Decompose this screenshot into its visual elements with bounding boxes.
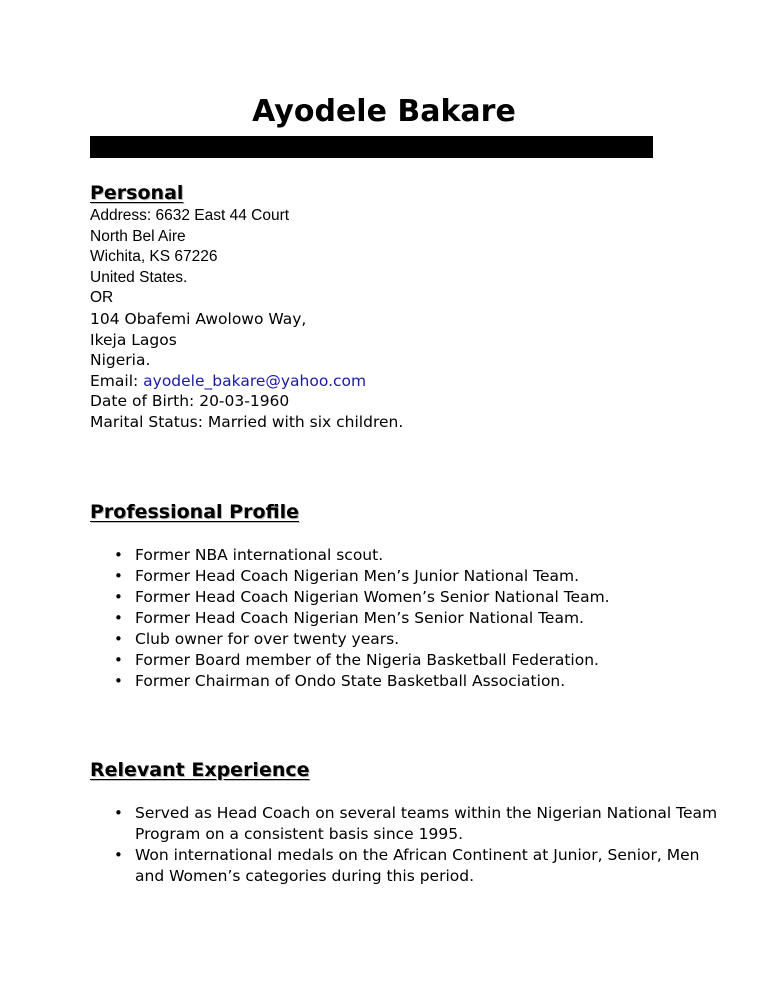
personal-details <box>90 206 690 433</box>
address-line: Nigeria. <box>90 351 151 370</box>
professional-profile-list <box>90 545 725 692</box>
list-item: • Served as Head Coach on several teams within the Nigerian National Team Program on a consistent basis since 1995. <box>114 804 718 843</box>
address-or: OR <box>90 289 114 307</box>
list-item: • Former Board member of the Nigeria Basketball Federation. <box>114 651 599 669</box>
professional-profile-heading: Professional Profile <box>90 501 299 523</box>
address-line: Ikeja Lagos <box>90 330 177 349</box>
bullet-icon: • <box>114 546 123 564</box>
list-item: • Former Head Coach Nigerian Men’s Junior National Team. <box>114 567 579 585</box>
address-line: Address: 6632 East 44 Court <box>90 207 290 224</box>
list-item: • Club owner for over twenty years. <box>114 630 400 648</box>
address-line: 104 Obafemi Awolowo Way, <box>90 309 307 328</box>
bullet-icon: • <box>114 630 123 648</box>
relevant-experience-heading: Relevant Experience <box>90 759 310 781</box>
list-item: • Former Chairman of Ondo State Basketball Association. <box>114 672 566 690</box>
bullet-icon: • <box>114 804 123 822</box>
relevant-experience-list <box>90 803 725 887</box>
list-item: • Former Head Coach Nigerian Men’s Senior National Team. <box>114 609 584 627</box>
bullet-icon: • <box>114 672 123 690</box>
email-label: Email: <box>90 371 144 390</box>
list-item: • Former NBA international scout. <box>114 546 384 564</box>
bullet-icon: • <box>114 567 123 585</box>
bullet-icon: • <box>114 651 123 669</box>
header-divider-bar <box>90 136 653 158</box>
resume-name: Ayodele Bakare <box>252 94 516 129</box>
marital-status: Marital Status: Married with six children. <box>90 412 404 431</box>
personal-heading: Personal <box>90 182 184 204</box>
address-line: United States. <box>90 268 188 286</box>
list-item: • Won international medals on the African Continent at Junior, Senior, Men and Women’s categories during this period. <box>114 846 700 885</box>
list-item: • Former Head Coach Nigerian Women’s Senior National Team. <box>114 588 610 606</box>
bullet-icon: • <box>114 588 123 606</box>
address-line: Wichita, KS 67226 <box>90 248 218 266</box>
date-of-birth: Date of Birth: 20-03-1960 <box>90 392 290 411</box>
address-line: North Bel Aire <box>90 227 186 245</box>
email-line <box>90 371 690 392</box>
bullet-icon: • <box>114 846 123 864</box>
email-link[interactable]: ayodele_bakare@yahoo.com <box>143 371 367 390</box>
bullet-icon: • <box>114 609 123 627</box>
